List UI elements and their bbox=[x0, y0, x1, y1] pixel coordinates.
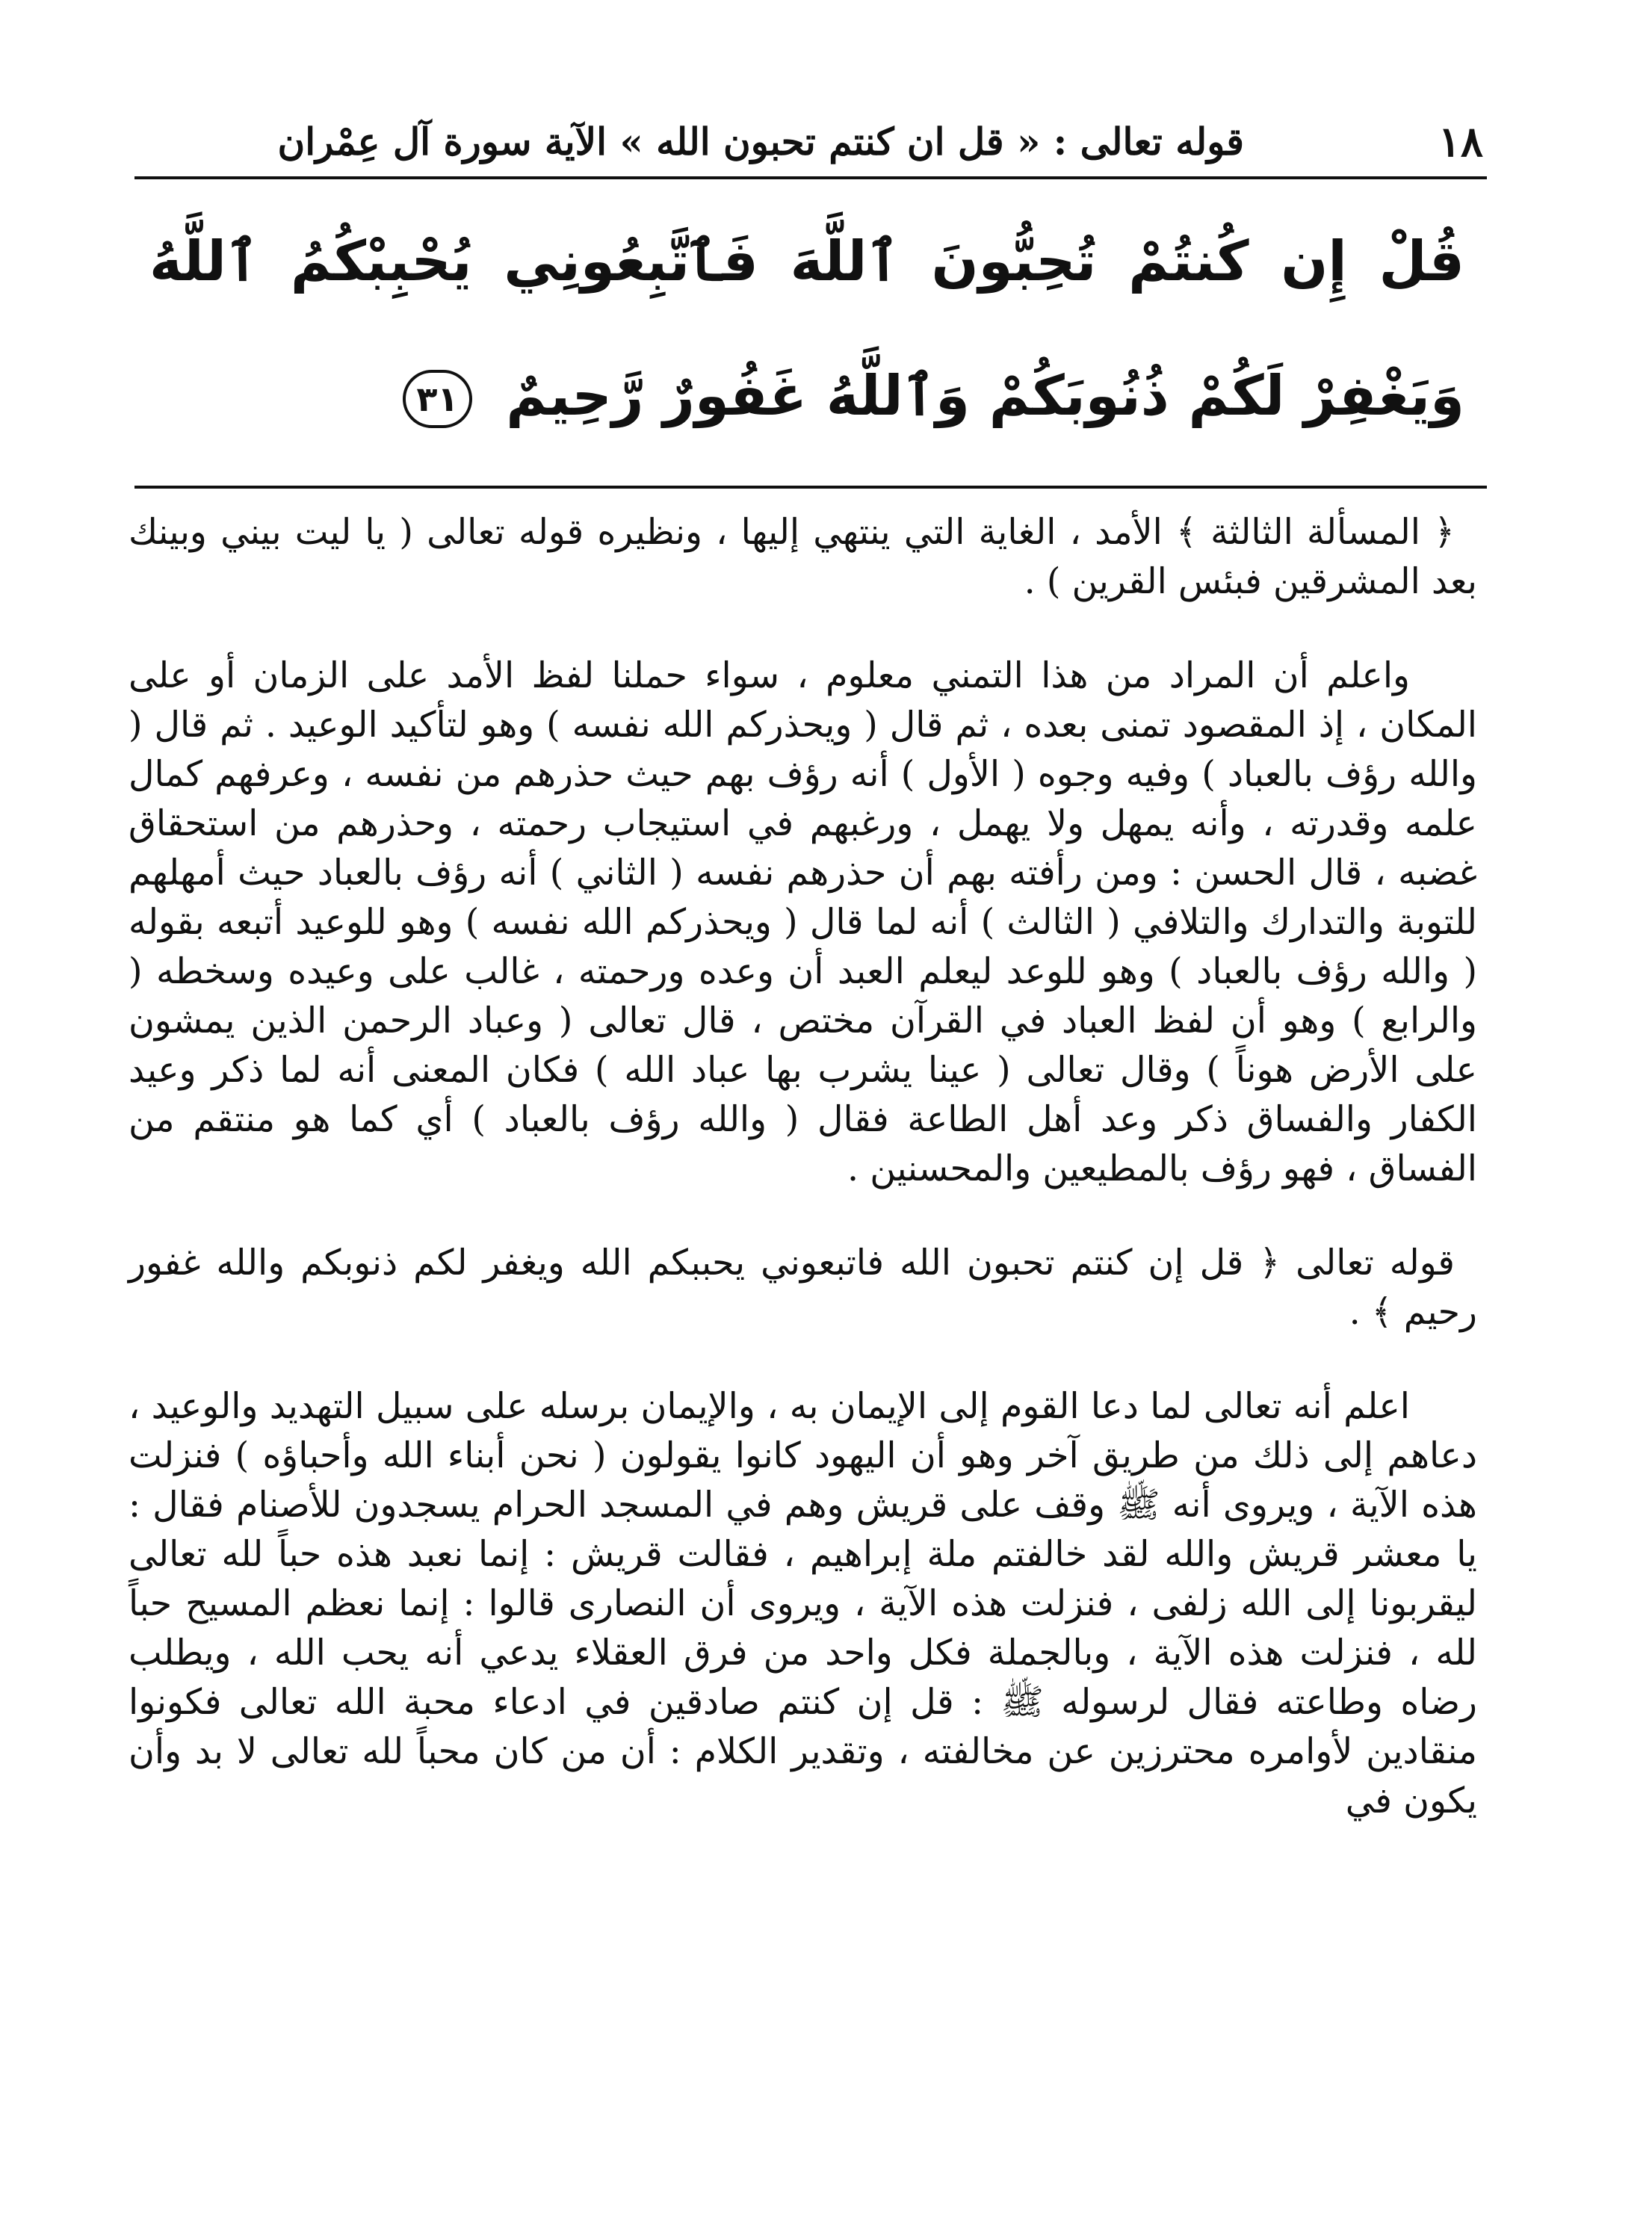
paragraph: اعلم أنه تعالى لما دعا القوم إلى الإيمان به ، والإيمان برسله على سبيل التهديد والوعيد ، دعاهم إلى ذلك من طريق آخر وهو أن اليهود كانوا يقولون ( نحن أبناء الله وأحباؤه ) فنزلت هذه الآية ، ويروى أنه ﷺ وقف على قريش وهم في المسجد الحرام يسجدون للأصنام فقال : يا معشر قريش والله لقد خالفتم ملة إبراهيم ، فقالت قريش : إنما نعبد هذه حباً لله تعالى ليقربونا إلى الله زلفى ، فنزلت هذه الآية ، ويروى أن النصارى قالوا : إنما نعظم المسيح حباً لله ، فنزلت هذه الآية ، وبالجملة فكل واحد من فرق العقلاء يدعي أنه يحب الله ، ويطلب رضاه وطاعته فقال لرسوله ﷺ : قل إن كنتم صادقين في ادعاء محبة الله تعالى فكونوا منقادين لأوامره محترزين عن مخالفته ، وتقدير الكلام : أن من كان محباً لله تعالى لا بد وأن يكون في bbox=[129, 1386, 1477, 1822]
paragraph: واعلم أن المراد من هذا التمني معلوم ، سواء حملنا لفظ الأمد على الزمان أو على المكان ، إذ المقصود تمنى بعده ، ثم قال ( ويحذركم الله نفسه ) وهو لتأكيد الوعيد . ثم قال ( والله رؤف بالعباد ) وفيه وجوه ( الأول ) أنه رؤف بهم حيث حذرهم من نفسه ، وعرفهم كمال علمه وقدرته ، وأنه يمهل ولا يهمل ، ورغبهم في استيجاب رحمته ، وحذرهم من استحقاق غضبه ، قال الحسن : ومن رأفته بهم أن حذرهم نفسه ( الثاني ) أنه رؤف بالعباد حيث أمهلهم للتوبة والتدارك والتلافي ( الثالث ) أنه لما قال ( ويحذركم الله نفسه ) وهو للوعيد أتبعه بقوله ( والله رؤف بالعباد ) وهو للوعد ليعلم العبد أن وعده ورحمته ، غالب على وعيده وسخطه ( والرابع ) وهو أن لفظ العباد في القرآن مختص ، قال تعالى ( وعباد الرحمن الذين يمشون على الأرض هوناً ) وقال تعالى ( عينا يشرب بها عباد الله ) فكان المعنى أنه لما ذكر وعيد الكفار والفساق ذكر وعد أهل الطاعة فقال ( والله رؤف بالعباد ) أي كما هو منتقم من الفساق ، فهو رؤف بالمطيعين والمحسنين . bbox=[129, 655, 1477, 1189]
verse-text: قُلْ إِن كُنتُمْ تُحِبُّونَ ٱللَّهَ فَٱتَّبِعُونِي يُحْبِبْكُمُ ٱللَّهُ وَيَغْفِرْ لَكُمْ ذُنُوبَكُمْ وَٱللَّهُ غَفُورٌ رَّحِيمٌ bbox=[149, 229, 1464, 428]
verse-divider bbox=[134, 486, 1487, 489]
paragraph: قوله تعالى ﴿ قل إن كنتم تحبون الله فاتبعوني يحببكم الله ويغفر لكم ذنوبكم والله غفور رحيم ﴾ . bbox=[129, 1242, 1477, 1333]
header-title: قوله تعالى : « قل ان كنتم تحبون الله » الآية سورة آل عِمْران bbox=[277, 120, 1244, 164]
paragraph: ﴿ المسألة الثالثة ﴾ الأمد ، الغاية التي ينتهي إليها ، ونظيره قوله تعالى ( يا ليت بيني وبينك بعد المشرقين فبئس القرين ) . bbox=[129, 512, 1477, 602]
header-divider bbox=[134, 176, 1487, 179]
quran-verse bbox=[149, 194, 1464, 463]
commentary-text bbox=[129, 508, 1477, 1871]
running-header bbox=[161, 112, 1483, 172]
page-number: ١٨ bbox=[1438, 117, 1483, 167]
ayah-number-marker: ٣١ bbox=[403, 370, 471, 428]
